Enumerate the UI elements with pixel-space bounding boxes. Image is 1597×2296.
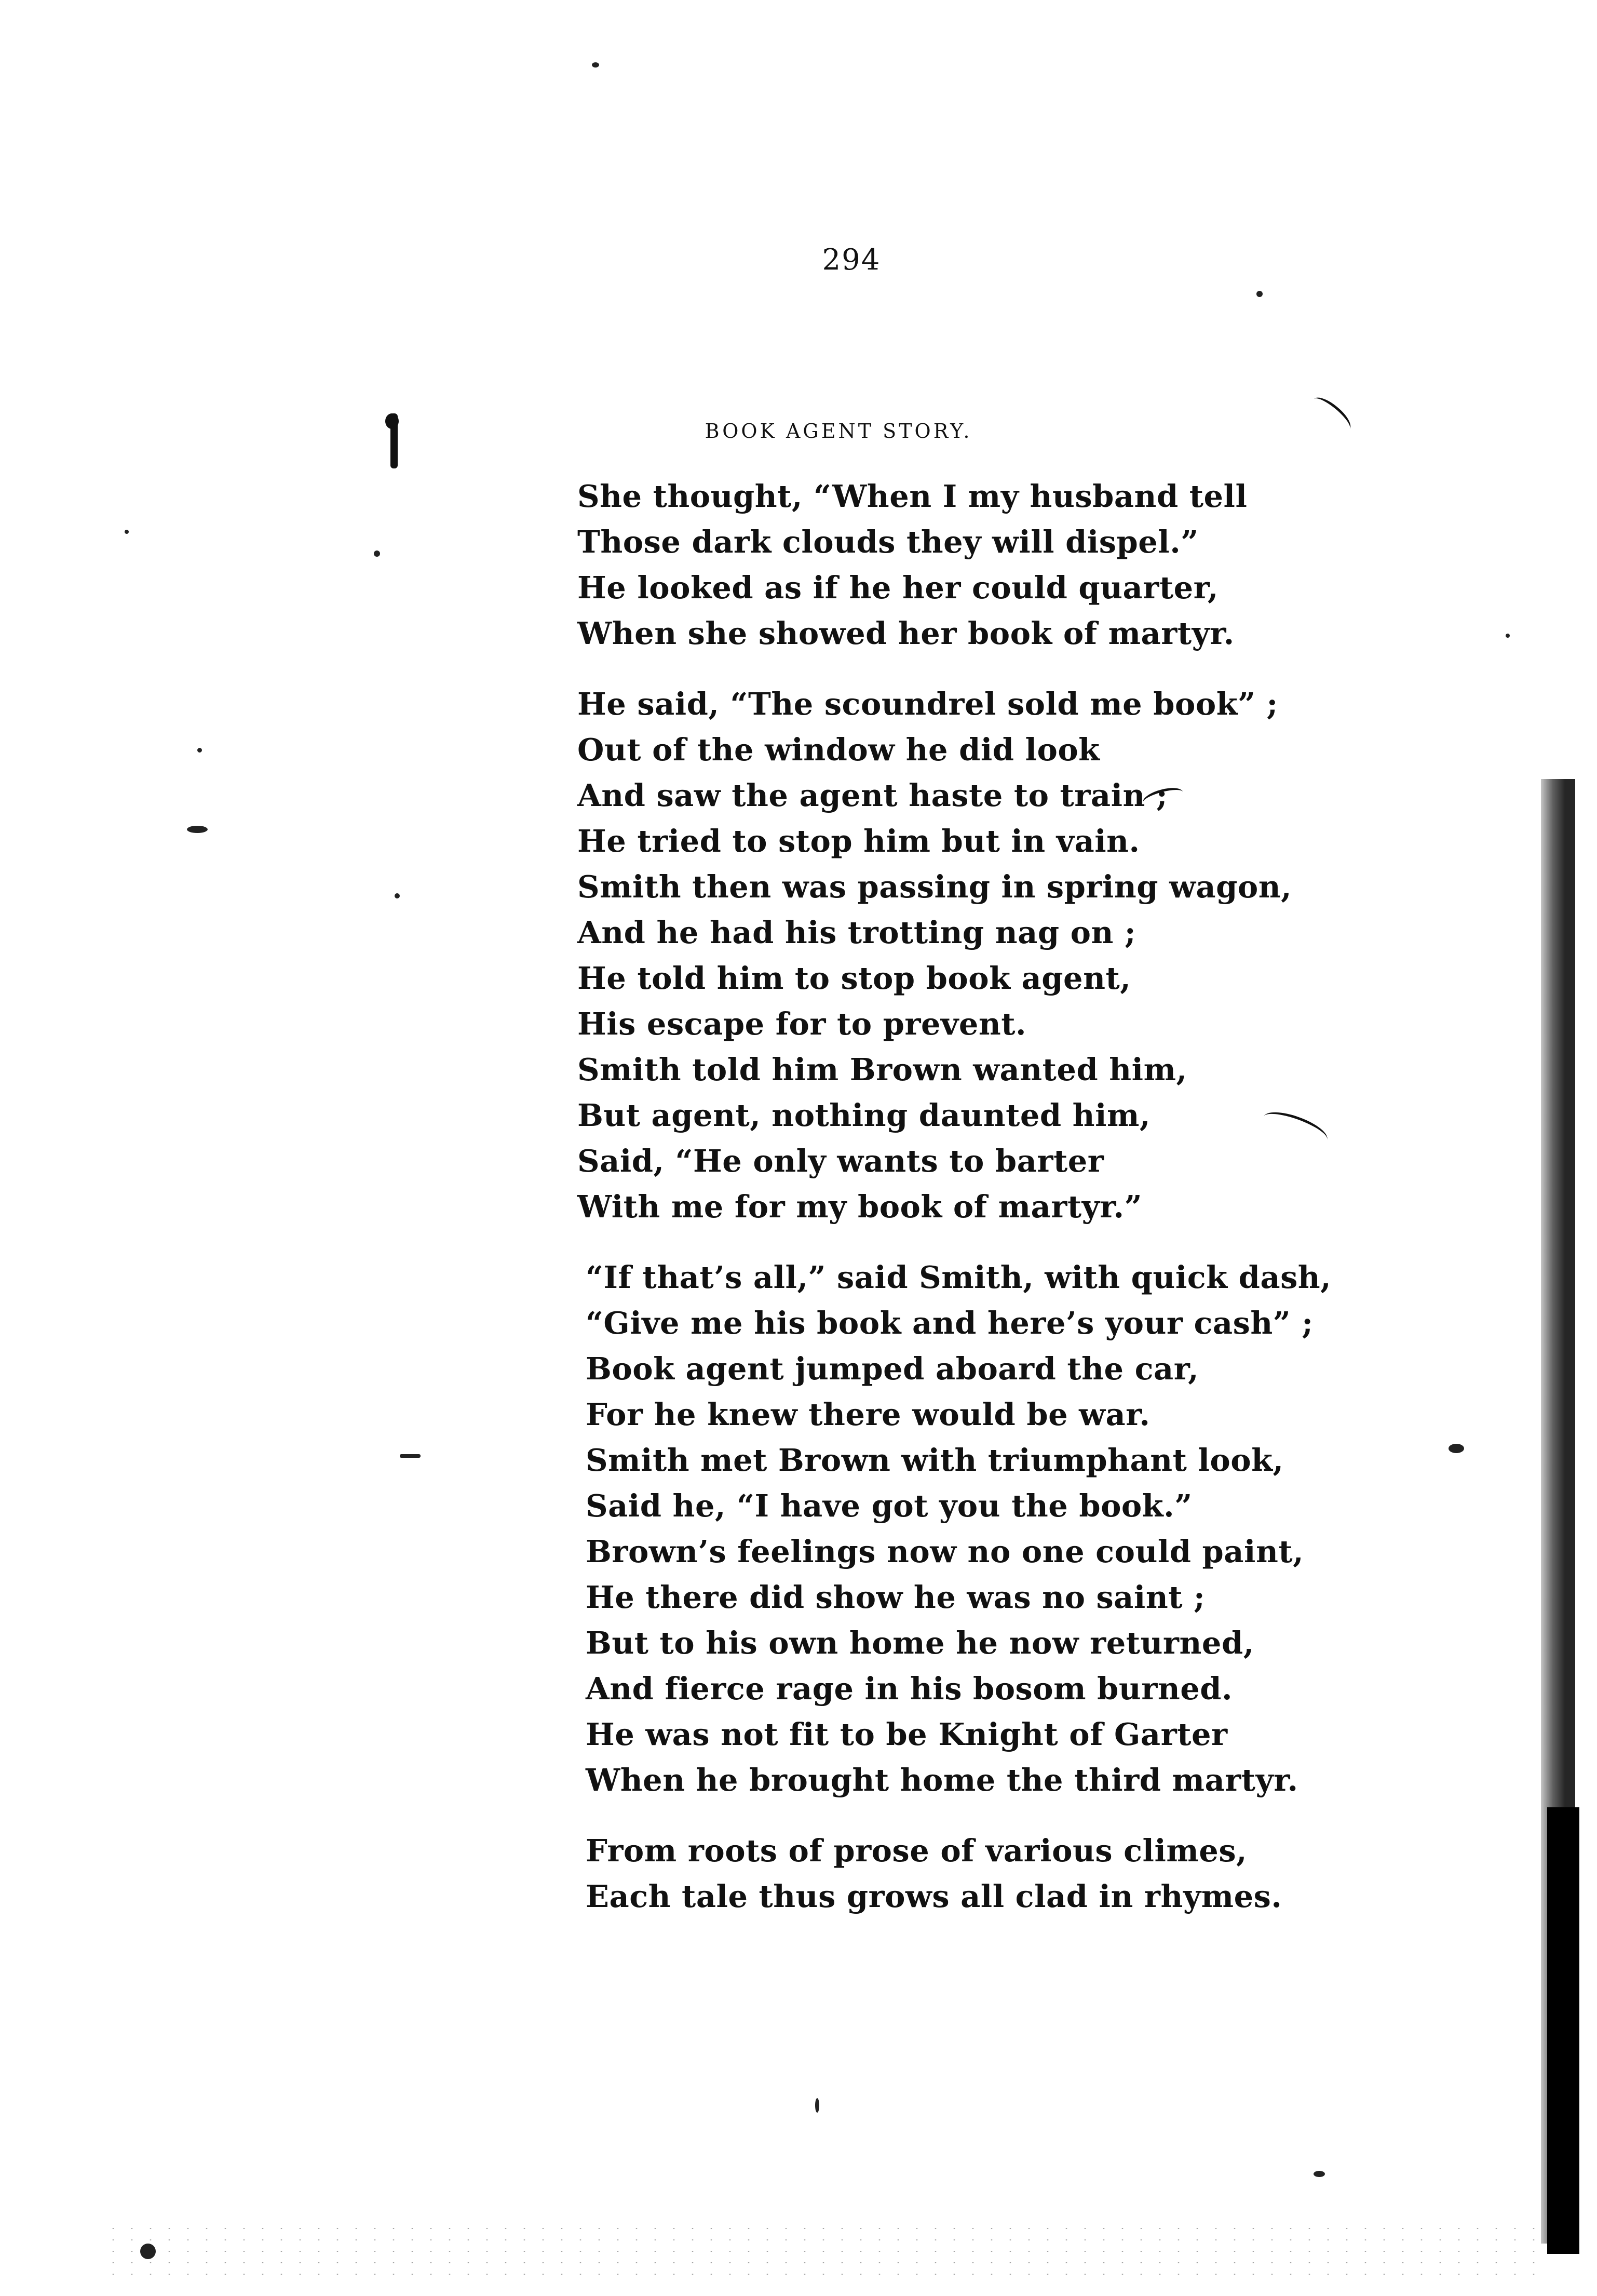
poem-line: Said, “He only wants to barter [577, 1143, 1104, 1179]
ink-speck [1314, 2171, 1325, 2177]
poem-line: But to his own home he now returned, [586, 1625, 1254, 1661]
poem-line: He tried to stop him but in vain. [577, 823, 1140, 859]
poem-line: He told him to stop book agent, [577, 960, 1131, 996]
poem-line: When he brought home the third martyr. [586, 1762, 1298, 1798]
poem-line: “If that’s all,” said Smith, with quick dash, [586, 1259, 1332, 1295]
poem-line: When she showed her book of martyr. [577, 615, 1235, 651]
ink-speck [187, 826, 208, 833]
poem-line: Out of the window he did look [577, 732, 1100, 768]
poem-line: His escape for to prevent. [577, 1006, 1027, 1042]
poem-line: He said, “The scoundrel sold me book” ; [577, 686, 1278, 722]
poem-line: Those dark clouds they will dispel.” [577, 524, 1199, 560]
ink-stroke [1308, 392, 1355, 436]
poem-line: “Give me his book and here’s your cash” ; [586, 1305, 1314, 1341]
poem-line: He there did show he was no saint ; [586, 1579, 1206, 1615]
poem-line: But agent, nothing daunted him, [577, 1097, 1151, 1133]
poem-line: For he knew there would be war. [586, 1397, 1151, 1432]
poem-line: He was not fit to be Knight of Garter [586, 1716, 1228, 1752]
ink-speck [400, 1454, 421, 1458]
running-head: BOOK AGENT STORY. [705, 420, 972, 442]
page-number: 294 [822, 243, 881, 277]
poem-line: And he had his trotting nag on ; [577, 915, 1136, 950]
poem-body [577, 474, 1332, 1944]
poem-line: He looked as if he her could quarter, [577, 570, 1219, 606]
ink-speck [1506, 634, 1510, 638]
ink-blot-mark [390, 413, 398, 468]
stanza [577, 1255, 1332, 1803]
ink-speck [1256, 291, 1263, 297]
poem-line: And fierce rage in his bosom burned. [586, 1671, 1233, 1707]
ink-speck [374, 550, 380, 557]
scan-edge-shadow-lower [1547, 1807, 1579, 2254]
poem-line: Smith then was passing in spring wagon, [577, 869, 1292, 905]
poem-line: Smith told him Brown wanted him, [577, 1052, 1187, 1087]
poem-line: She thought, “When I my husband tell [577, 478, 1248, 514]
poem-line: Brown’s feelings now no one could paint, [586, 1534, 1304, 1569]
ink-speck [197, 748, 202, 753]
ink-speck [815, 2098, 819, 2113]
poem-line: Each tale thus grows all clad in rhymes. [586, 1878, 1282, 1914]
ink-speck [140, 2244, 156, 2259]
poem-line: Book agent jumped aboard the car, [586, 1351, 1199, 1387]
stanza [577, 474, 1315, 656]
ink-speck [1449, 1444, 1464, 1453]
stanza [577, 681, 1315, 1230]
ink-speck [395, 893, 400, 898]
poem-line: With me for my book of martyr.” [577, 1189, 1143, 1225]
poem-line: Said he, “I have got you the book.” [586, 1488, 1193, 1524]
scan-noise-band [104, 2223, 1537, 2280]
ink-speck [592, 62, 599, 68]
poem-line: From roots of prose of various climes, [586, 1833, 1248, 1869]
ink-speck [125, 530, 129, 534]
poem-line: Smith met Brown with triumphant look, [586, 1442, 1284, 1478]
stanza [577, 1828, 1315, 1919]
poem-line: And saw the agent haste to train ; [577, 777, 1168, 813]
